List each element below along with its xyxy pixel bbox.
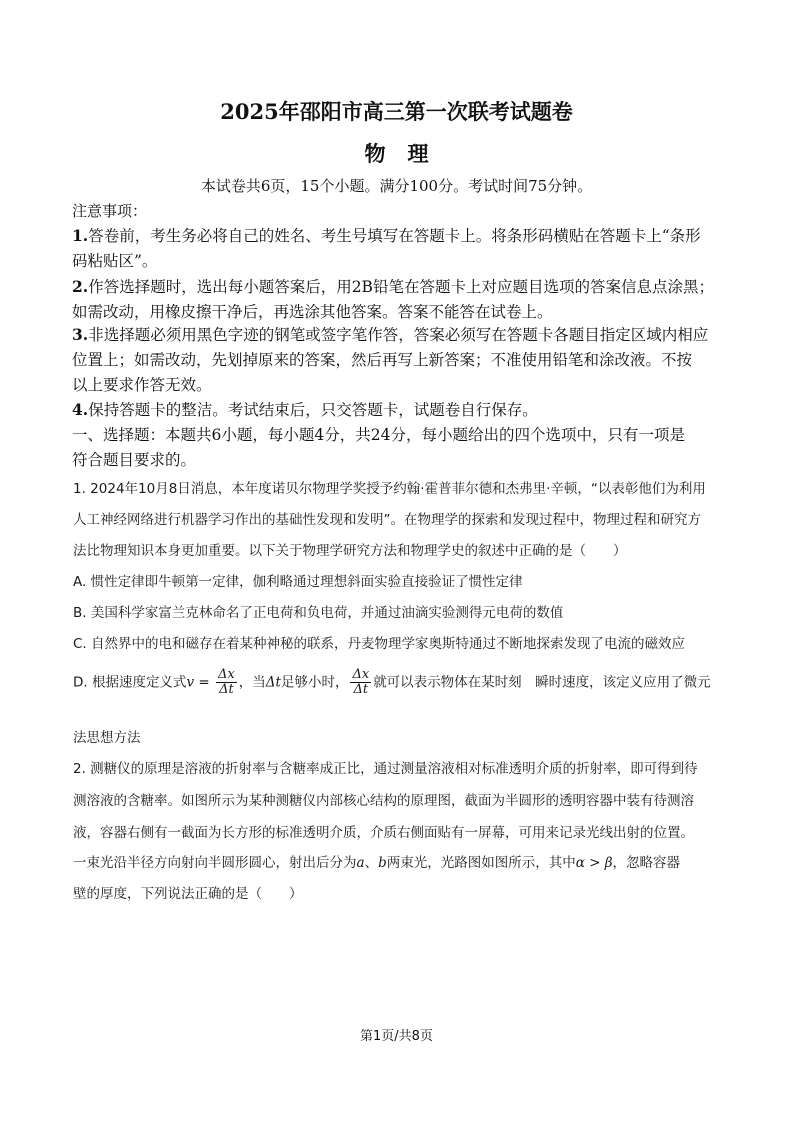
q1-option-d-line-1 bbox=[73, 668, 711, 697]
ratio-fraction bbox=[350, 668, 371, 697]
velocity-fraction bbox=[216, 668, 237, 697]
delta-t-symbol: Δt bbox=[265, 674, 281, 691]
notice-number: 4. bbox=[72, 400, 89, 419]
section-heading-line-1: 一、选择题：本题共6小题，每小题4分，共24分，每小题给出的四个选项中，只有一项是 bbox=[72, 426, 685, 444]
notice-1-line-2: 码粘贴区”。 bbox=[72, 252, 158, 270]
notice-text: 非选择题必须用黑色字迹的钢笔或签字笔作答，答案必须写在答题卡各题目指定区域内相应 bbox=[88, 326, 709, 344]
q2-line-1: 2. 测糖仪的原理是溶液的折射率与含糖率成正比，通过测量溶液相对标准透明介质的折射率，即可得到待 bbox=[73, 761, 698, 777]
fraction-numerator: Δx bbox=[352, 667, 370, 682]
subject-title: 物理 bbox=[364, 141, 451, 166]
q2-text: 一束光沿半径方向射向半圆形圆心，射出后分为 bbox=[73, 855, 357, 871]
option-d-text: D. 根据速度定义式 bbox=[73, 674, 187, 691]
fraction-numerator: Δx bbox=[218, 667, 235, 682]
notice-3-line-2: 位置上；如需改动，先划掉原来的答案，然后再写上新答案；不准使用铅笔和涂改液。不按 bbox=[72, 351, 693, 369]
notice-text: 作答选择题时，选出每小题答案后，用2B铅笔在答题卡上对应题目选项的答案信息点涂黑； bbox=[88, 278, 714, 296]
notice-3-line-1 bbox=[72, 323, 708, 345]
q2-line-3: 液，容器右侧有一截面为长方形的标准透明介质，介质右侧面贴有一屏幕，可用来记录光线出射的位置。 bbox=[73, 825, 694, 841]
option-d-text: 足够小时， bbox=[280, 674, 349, 691]
q2-text: ，忽略容器 bbox=[612, 855, 681, 871]
q1-stem-line-3: 法比物理知识本身更加重要。以下关于物理学研究方法和物理学史的叙述中正确的是（ ） bbox=[73, 543, 627, 559]
q2-line-5: 壁的厚度，下列说法正确的是（ ） bbox=[73, 886, 303, 902]
q1-option-b: B. 美国科学家富兰克林命名了正电荷和负电荷，并通过油滴实验测得元电荷的数值 bbox=[73, 605, 564, 621]
equals-sign: = bbox=[194, 674, 215, 691]
section-heading-line-2: 符合题目要求的。 bbox=[72, 451, 197, 469]
q1-stem-line-1: 1. 2024年10月8日消息，本年度诺贝尔物理学奖授予约翰·霍普菲尔德和杰弗里·辛顿，“以表彰他们为利用 bbox=[73, 481, 706, 497]
notice-text: 答卷前，考生务必将自己的姓名、考生号填写在答题卡上。将条形码横贴在答题卡上“条形 bbox=[88, 227, 701, 245]
notice-number: 1. bbox=[72, 226, 89, 245]
q1-option-d-line-2: 法思想方法 bbox=[73, 730, 141, 746]
notice-3-line-3: 以上要求作答无效。 bbox=[72, 376, 212, 394]
q2-separator: 、 bbox=[364, 855, 379, 871]
exam-intro: 本试卷共6页，15个小题。满分100分。考试时间75分钟。 bbox=[200, 177, 593, 195]
option-d-text: ，当 bbox=[238, 674, 266, 691]
notice-1-line-1 bbox=[72, 224, 701, 246]
page-footer: 第1页/共8页 bbox=[360, 1029, 433, 1044]
notice-4-line-1 bbox=[72, 398, 538, 420]
exam-title: 2025年邵阳市高三第一次联考试题卷 bbox=[220, 99, 573, 124]
q2-line-2: 测溶液的含糖率。如图所示为某种测糖仪内部核心结构的原理图，截面为半圆形的透明容器中装有待测溶 bbox=[73, 793, 694, 809]
fraction-denominator: Δt bbox=[353, 682, 369, 697]
notice-text: 保持答题卡的整洁。考试结束后，只交答题卡，试题卷自行保存。 bbox=[88, 401, 538, 419]
notice-number: 2. bbox=[72, 277, 89, 296]
q1-stem-line-2: 人工神经网络进行机器学习作出的基础性发现和发明”。在物理学的探索和发现过程中，物理过程和研究方 bbox=[73, 512, 701, 528]
notice-header: 注意事项： bbox=[72, 202, 148, 220]
angle-comparison: α > β bbox=[575, 855, 613, 871]
q1-option-a: A. 惯性定律即牛顿第一定律，伽利略通过理想斜面实验直接验证了惯性定律 bbox=[73, 574, 523, 590]
q1-option-c: C. 自然界中的电和磁存在着某种神秘的联系，丹麦物理学家奥斯特通过不断地探索发现了电流的磁效应 bbox=[73, 636, 686, 652]
fraction-denominator: Δt bbox=[219, 682, 234, 697]
option-d-text: 就可以表示物体在某时刻 瞬时速度，该定义应用了微元 bbox=[373, 674, 711, 691]
notice-2-line-1 bbox=[72, 275, 714, 297]
velocity-symbol: v bbox=[186, 674, 195, 691]
symbol-b: b bbox=[378, 855, 387, 871]
q2-text: 两束光，光路图如图所示，其中 bbox=[386, 855, 576, 871]
notice-number: 3. bbox=[72, 325, 89, 344]
q2-line-4 bbox=[73, 851, 680, 871]
notice-2-line-2: 如需改动，用橡皮擦干净后，再选涂其他答案。答案不能答在试卷上。 bbox=[72, 303, 553, 321]
symbol-a: a bbox=[356, 855, 365, 871]
